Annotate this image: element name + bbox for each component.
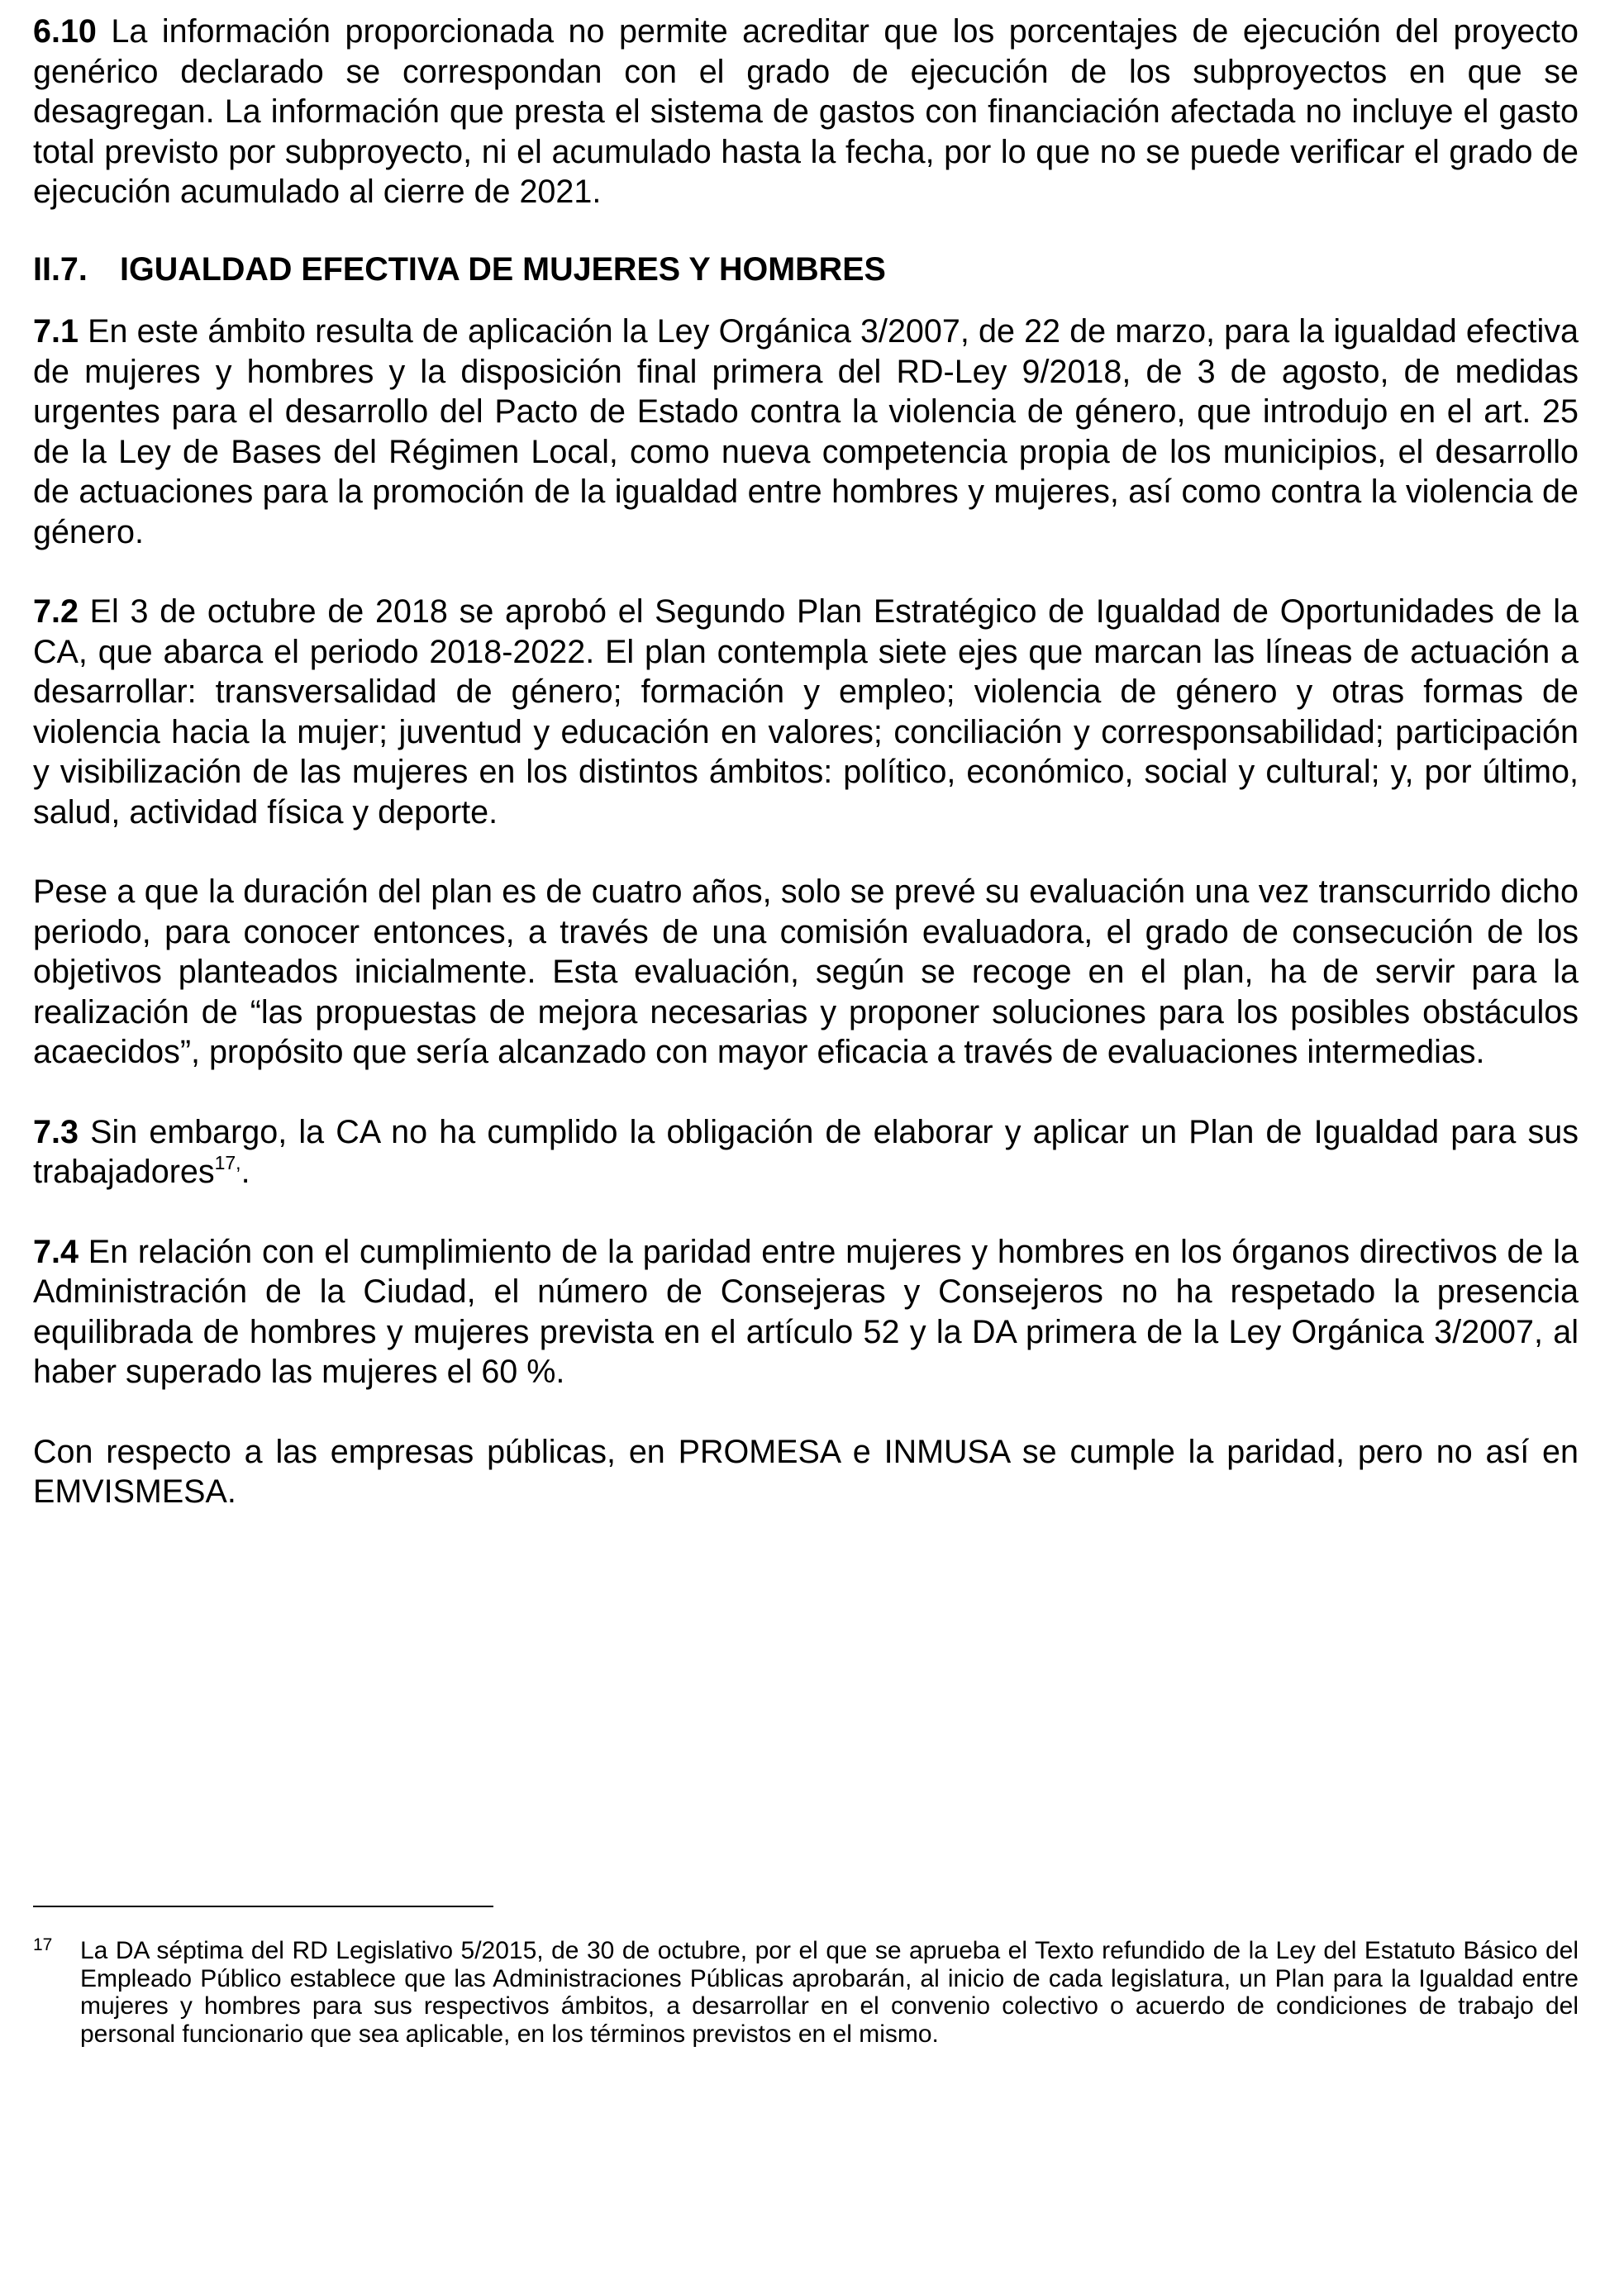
paragraph-text: En este ámbito resulta de aplicación la Ley Orgánica 3/2007, de 22 de marzo, para la igualdad efectiva de mujeres y hombres y la disposición final primera del RD-Ley 9/2018, de 3 de agosto, de medidas urgentes para el desarrollo del Pacto de Estado contra la violencia de género, que introdujo en el art. 25 de la Ley de Bases del Régimen Local, como nueva competencia propia de los municipios, el desarrollo de actuaciones para la promoción de la igualdad entre hombres y mujeres, así como contra la violencia de género. (33, 313, 1579, 550)
paragraph-7-4-continued (33, 1432, 1579, 1512)
paragraph-text: La información proporcionada no permite acreditar que los porcentajes de ejecución del proyecto genérico declarado se correspondan con el grado de ejecución de los subproyectos en que se desagregan. La información que presta el sistema de gastos con financiación afectada no incluye el gasto total previsto por subproyecto, ni el acumulado hasta la fecha, por lo que no se puede verificar el grado de ejecución acumulado al cierre de 2021. (33, 13, 1579, 210)
section-heading (33, 250, 1579, 290)
paragraph-7-2 (33, 592, 1579, 832)
paragraph-number: 7.2 (33, 593, 79, 630)
paragraph-text: Sin embargo, la CA no ha cumplido la obligación de elaborar y aplicar un Plan de Igualdad para sus trabajadores (33, 1113, 1579, 1190)
paragraph-end: . (241, 1154, 250, 1190)
section-title: IGUALDAD EFECTIVA DE MUJERES Y HOMBRES (120, 250, 886, 288)
footnote (33, 1937, 1579, 2048)
paragraph-7-3 (33, 1112, 1579, 1192)
paragraph-text: El 3 de octubre de 2018 se aprobó el Segundo Plan Estratégico de Igualdad de Oportunidades de la CA, que abarca el periodo 2018-2022. El plan contempla siete ejes que marcan las líneas de actuación a desarrollar: transversalidad de género; formación y empleo; violencia de género y otras formas de violencia hacia la mujer; juventud y educación en valores; conciliación y corresponsabilidad; participación y visibilización de las mujeres en los distintos ámbitos: político, económico, social y cultural; y, por último, salud, actividad física y deporte. (33, 593, 1579, 831)
footnote-number: 17 (33, 1935, 53, 1954)
paragraph-number: 7.3 (33, 1113, 79, 1150)
footnote-reference[interactable]: 17, (214, 1152, 241, 1173)
paragraph-number: 7.1 (33, 313, 79, 350)
paragraph-text: En relación con el cumplimiento de la paridad entre mujeres y hombres en los órganos directivos de la Administración de la Ciudad, el número de Consejeras y Consejeros no ha respetado la presencia equilibrada de hombres y mujeres prevista en el artículo 52 y la DA primera de la Ley Orgánica 3/2007, al haber superado las mujeres el 60 %. (33, 1233, 1579, 1390)
document-body (33, 0, 1579, 1512)
paragraph-text: Con respecto a las empresas públicas, en PROMESA e INMUSA se cumple la paridad, pero no así en EMVISMESA. (33, 1433, 1579, 1510)
footnote-separator (33, 1906, 493, 1907)
paragraph-6-10 (33, 12, 1579, 212)
paragraph-7-4 (33, 1232, 1579, 1392)
footnote-text: La DA séptima del RD Legislativo 5/2015, de 30 de octubre, por el que se aprueba el Texto refundido de la Ley del Estatuto Básico del Empleado Público establece que las Administraciones Públicas aprobarán, al inicio de cada legislatura, un Plan para la Igualdad entre mujeres y hombres para sus respectivos ámbitos, a desarrollar en el convenio colectivo o acuerdo de condiciones de trabajo del personal funcionario que sea aplicable, en los términos previstos en el mismo. (80, 1937, 1579, 2048)
paragraph-7-1 (33, 312, 1579, 552)
paragraph-number: 6.10 (33, 13, 97, 50)
paragraph-number: 7.4 (33, 1233, 79, 1270)
paragraph-7-2-continued (33, 872, 1579, 1073)
paragraph-text: Pese a que la duración del plan es de cuatro años, solo se prevé su evaluación una vez transcurrido dicho periodo, para conocer entonces, a través de una comisión evaluadora, el grado de consecución de los objetivos planteados inicialmente. Esta evaluación, según se recoge en el plan, ha de servir para la realización de “las propuestas de mejora necesarias y proponer soluciones para los posibles obstáculos acaecidos”, propósito que sería alcanzado con mayor eficacia a través de evaluaciones intermedias. (33, 873, 1579, 1070)
section-number: II.7. (33, 250, 88, 288)
